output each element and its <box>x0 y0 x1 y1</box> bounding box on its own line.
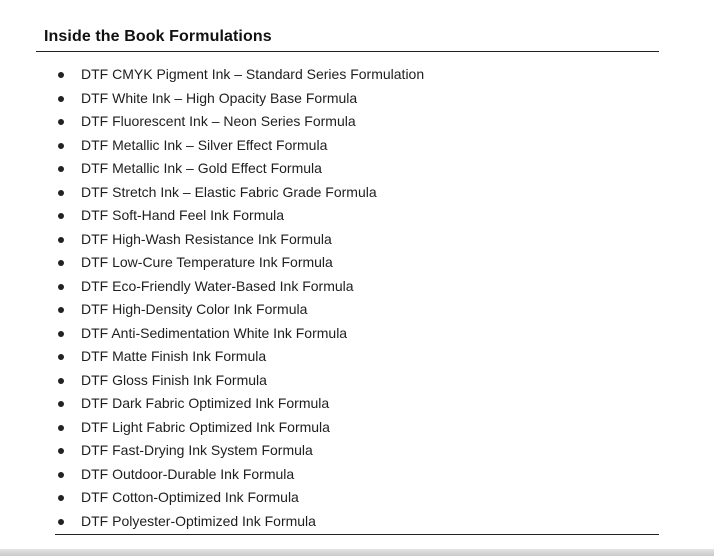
bullet-icon <box>58 401 64 407</box>
bullet-icon <box>58 190 64 196</box>
list-item-text: DTF Matte Finish Ink Formula <box>81 348 267 364</box>
bullet-icon <box>58 425 64 431</box>
bullet-icon <box>58 448 64 454</box>
list-item-text: DTF Anti-Sedimentation White Ink Formula <box>81 324 348 341</box>
bullet-icon <box>58 354 64 360</box>
bullet-icon <box>58 519 64 525</box>
bullet-icon <box>58 213 64 219</box>
list-item-text: DTF Metallic Ink – Silver Effect Formula <box>81 136 328 153</box>
list-item-text: DTF Outdoor-Durable Ink Formula <box>81 465 295 482</box>
list-item-text: DTF Cotton-Optimized Ink Formula <box>81 489 299 505</box>
list-item-text: DTF CMYK Pigment Ink – Standard Series Formulation <box>81 66 425 82</box>
bullet-icon <box>58 72 64 78</box>
bullet-icon <box>58 495 64 501</box>
bullet-icon <box>58 260 64 266</box>
bullet-icon <box>58 119 64 125</box>
list-item-text: DTF Eco-Friendly Water-Based Ink Formula <box>81 277 354 294</box>
list-item-text: DTF Low-Cure Temperature Ink Formula <box>81 254 333 270</box>
list-item-text: DTF Gloss Finish Ink Formula <box>81 371 267 388</box>
list-item-text: DTF Dark Fabric Optimized Ink Formula <box>81 395 330 411</box>
bullet-icon <box>58 307 64 313</box>
list-item-text: DTF Fast-Drying Ink System Formula <box>81 442 313 458</box>
list-item-text: DTF High-Wash Resistance Ink Formula <box>81 230 332 247</box>
heading-underline <box>36 51 659 52</box>
list-item-text: DTF Light Fabric Optimized Ink Formula <box>81 418 330 435</box>
section-heading: Inside the Book Formulations <box>44 28 272 45</box>
list-item-text: DTF Stretch Ink – Elastic Fabric Grade Formula <box>81 183 377 200</box>
list-item-text: DTF Fluorescent Ink – Neon Series Formula <box>81 113 356 129</box>
bullet-icon <box>58 378 64 384</box>
bullet-icon <box>58 166 64 172</box>
list-item-text: DTF Soft-Hand Feel Ink Formula <box>81 207 285 223</box>
list-item-text: DTF White Ink – High Opacity Base Formula <box>81 89 358 106</box>
bullet-icon <box>58 284 64 290</box>
bullet-icon <box>58 331 64 337</box>
bullet-icon <box>58 472 64 478</box>
bullet-icon <box>58 96 64 102</box>
list-item-text: DTF Metallic Ink – Gold Effect Formula <box>81 160 322 176</box>
footer-rule <box>55 534 659 535</box>
bullet-icon <box>58 143 64 149</box>
page-bottom-edge <box>0 549 714 556</box>
bullet-icon <box>58 237 64 243</box>
list-item-text: DTF Polyester-Optimized Ink Formula <box>81 512 316 529</box>
list-item-text: DTF High-Density Color Ink Formula <box>81 301 308 317</box>
